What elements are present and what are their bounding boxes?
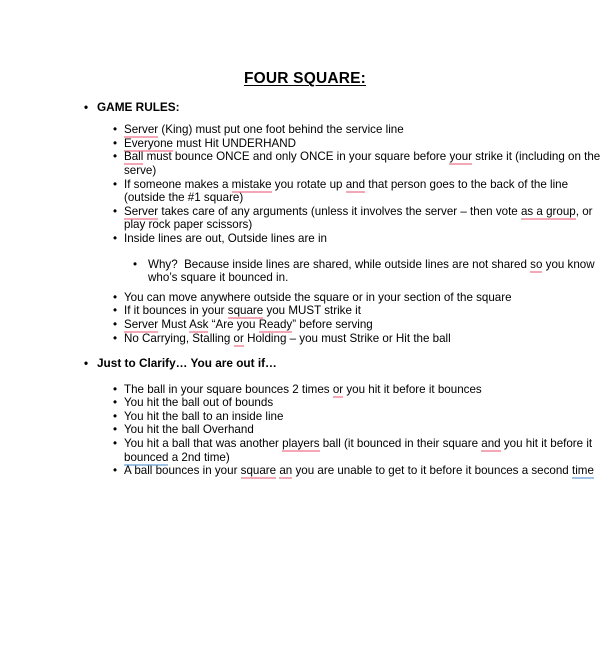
rule-text: You hit the ball out of bounds: [124, 396, 274, 410]
list-item: [113, 137, 610, 151]
page-title-text: FOUR SQUARE:: [243, 70, 367, 87]
bullet-icon: •: [113, 409, 118, 423]
bullet-icon: •: [113, 177, 118, 191]
list-item: [113, 304, 610, 318]
spacer: [0, 114, 610, 123]
bullet-icon: •: [113, 304, 118, 318]
nested-list-container: [113, 246, 610, 291]
bullet-icon: •: [113, 136, 118, 150]
section-game-rules: [84, 101, 610, 115]
rule-text: Server (King) must put one foot behind the service line: [124, 123, 404, 137]
rule-text: Inside lines are out, Outside lines are in: [124, 231, 328, 245]
rule-text: You hit the ball to an inside line: [124, 409, 284, 423]
bullet-icon: •: [133, 257, 138, 271]
bullet-icon: •: [113, 317, 118, 331]
list-container: [84, 383, 610, 478]
list-container: [84, 123, 610, 345]
section-heading-label: Just to Clarify… You are out if…: [97, 356, 277, 371]
list-item: [113, 332, 610, 346]
game-rules-list: [113, 123, 610, 345]
list-item: [113, 123, 610, 137]
list-item: [113, 410, 610, 424]
list-item: [113, 396, 610, 410]
page-title: [0, 0, 610, 89]
list-item: [113, 423, 610, 437]
bullet-icon: •: [113, 290, 118, 304]
bullet-icon: •: [113, 464, 118, 478]
rule-text: If it bounces in your square you MUST strike it: [124, 304, 361, 318]
rule-text: The ball in your square bounces 2 times or you hit it before it bounces: [124, 382, 482, 396]
rule-text: Everyone must Hit UNDERHAND: [124, 136, 297, 150]
rule-text: You hit the ball Overhand: [124, 423, 254, 437]
section-just-to-clarify: [84, 357, 610, 371]
list-item: [113, 291, 610, 305]
bullet-icon: •: [84, 100, 89, 114]
section-heading-game-rules: [84, 101, 610, 115]
rule-text: If someone makes a mistake you rotate up and that person goes to the back of the line (outside the #1 square): [124, 177, 569, 205]
bullet-icon: •: [113, 437, 118, 451]
out-if-list: [113, 383, 610, 478]
list-item: [113, 383, 610, 397]
section-heading-just-to-clarify: [84, 357, 610, 371]
rule-text: Server takes care of any arguments (unless it involves the server – then vote as a group, or play rock paper scissors): [124, 204, 593, 232]
bullet-icon: •: [113, 396, 118, 410]
rule-text: Ball must bounce ONCE and only ONCE in your square before your strike it (including on the serve): [124, 150, 601, 177]
bullet-icon: •: [113, 382, 118, 396]
rule-text: You hit a ball that was another players ball (it bounced in their square and you hit it before it bounced a 2nd time): [124, 437, 593, 464]
rule-text: Why? Because inside lines are shared, while outside lines are not shared so you know who’s square it bounced in.: [148, 257, 595, 285]
bullet-icon: •: [84, 357, 89, 371]
list-item: [113, 318, 610, 332]
list-item: [133, 258, 610, 285]
spacer: [0, 371, 610, 383]
list-item: [113, 464, 610, 478]
spacer: [0, 89, 610, 101]
rule-text: Server Must Ask “Are you Ready” before serving: [124, 317, 373, 331]
bullet-icon: •: [113, 123, 118, 137]
game-rules-list-wrapper: [84, 123, 610, 345]
list-item: [113, 205, 610, 232]
bullet-icon: •: [113, 150, 118, 164]
list-item: [113, 178, 610, 205]
out-if-list-wrapper: [84, 383, 610, 478]
rule-text: No Carrying, Stalling or Holding – you must Strike or Hit the ball: [124, 331, 451, 345]
bullet-icon: •: [113, 423, 118, 437]
section-heading-label: GAME RULES:: [97, 99, 180, 114]
game-rules-sublist: [133, 258, 610, 285]
bullet-icon: •: [113, 231, 118, 245]
list-item: [113, 150, 610, 177]
spacer: [113, 246, 610, 258]
rule-text: A ball bounces in your square an you are unable to get to it before it bounces a second time: [124, 464, 594, 478]
bullet-icon: •: [113, 331, 118, 345]
rule-text: You can move anywhere outside the square or in your section of the square: [124, 290, 512, 304]
bullet-icon: •: [113, 204, 118, 218]
list-item: [113, 437, 610, 464]
spacer: [0, 345, 610, 357]
list-item: [113, 232, 610, 246]
